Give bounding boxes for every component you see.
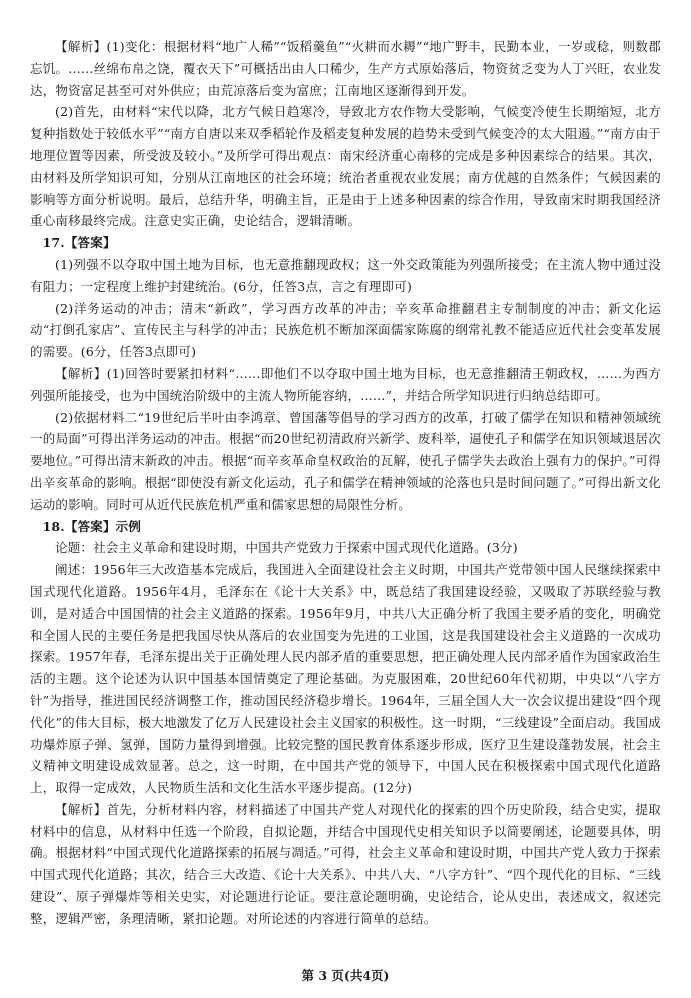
paragraph: (2)首先，由材料“宋代以降，北方气候日趋寒冷，导致北方农作物大受影响，气候变冷使生长期缩短，北方复种指数处于较低水平”“南方自唐以来双季稻轮作及稻麦复种发展的趋势未受到气候变冷的太大阻遏。”“南方由于地理位置等因素，所受波及较小。”及所学可得出观点：南宋经济重心南移的完成是多种因素综合的结果。其次，由材料及所学知识可知，分别从江南地区的社会环境；统治者重视农业发展；南方优越的自然条件；气候因素的影响等方面分析说明。最后，总结升华，明确主旨，正是由于上述多种因素的综合作用，导致南宋时期我国经济重心南移最终完成。注意史实正确，史论结合，逻辑清晰。 xyxy=(30,104,661,229)
paragraph: 【解析】(1)变化：根据材料“地广人稀”“饭稻羹鱼”“火耕而水耨”“地广野丰，民勤本业，一岁或稔，则数郡忘饥。……丝绵布帛之饶，覆衣天下”可概括出由人口稀少，生产方式原始落后，物资贫乏变为人丁兴旺，农业发达，物资富足甚至可对外供应；由荒凉落后变为富庶；江南地区逐渐得到开发。 xyxy=(30,39,661,98)
paragraph: 阐述：1956年三大改造基本完成后，我国进入全面建设社会主义时期，中国共产党带领中国人民继续探索中国式现代化道路。1956年4月，毛泽东在《论十大关系》中，既总结了我国建设经验，又吸取了苏联经验与教训，是对适合中国国情的社会主义道路的探索。1956年9月，中共八大正确分析了我国主要矛盾的变化，明确党和全国人民的主要任务是把我国尽快从落后的农业国变为先进的工业国，这是我国建设社会主义道路的一次成功探索。1957年春，毛泽东提出关于正确处理人民内部矛盾的重要思想，把正确处理人民内部矛盾作为国家政治生活的主题。这个论述为认识中国基本国情奠定了理论基础。为克服困难，20世纪60年代初期，中央以“八字方针”为指导，推进国民经济调整工作，推动国民经济稳步增长。1964年，三届全国人大一次会议提出建设“四个现代化”的伟大目标，极大地激发了亿万人民建设社会主义国家的积极性。这一时期，“三线建设”全面启动。我国成功爆炸原子弹、氢弹，国防力量得到增强。比较完整的国民教育体系逐步形成，医疗卫生建设蓬勃发展，社会主义精神文明建设成效显著。总之，这一时期，在中国共产党的领导下，中国人民在积极探索中国式现代化道路上，取得一定成效，人民物质生活和文化生活水平逐步提高。(12分) xyxy=(30,562,661,796)
section-heading: 18.【答案】示例 xyxy=(42,518,142,534)
paragraph: 【解析】首先，分析材料内容，材料描述了中国共产党人对现代化的探索的四个历史阶段，结合史实，提取材料中的信息，从材料中任选一个阶段，自拟论题，并结合中国现代史相关知识予以简要阐述，论题要具体，明确。根据材料“中国式现代化道路探索的拓展与凋适。”可得，社会主义革命和建设时期，中国共产党人致力于探索中国式现代化道路；其次，结合三大改造、《论十大关系》、中共八大、“八字方针”、“四个现代化的目标、“三线建设”、原子弹爆炸等相关史实，对论题进行论证。要注意论题明确，史论结合，论从史出，表述成文，叙述完整，逻辑严密，条理清晰，紧扣论题。对所论述的内容进行简单的总结。 xyxy=(30,801,661,926)
paragraph: (2)依据材料二“19世纪后半叶由李鸿章、曾国藩等倡导的学习西方的改革，打破了儒学在知识和精神领域统一的局面”可得出洋务运动的冲击。根据“而20世纪初清政府兴新学、废科举，逼使孔子和儒学在知识领域退居次要地位。”可得出清末新政的冲击。根据“而辛亥革命皇权政治的瓦解，使孔子儒学失去政治上强有力的保护。”可得出辛亥革命的影响。根据“即使没有新文化运动，孔子和儒学在精神领域的沦落也只是时间问题了。”可得出新文化运动的影响。同时可从近代民族危机严重和儒家思想的局限性分析。 xyxy=(30,409,661,512)
section-heading: 17.【答案】 xyxy=(42,235,116,251)
paragraph: (1)列强不以夺取中国土地为目标，也无意推翻现政权；这一外交政策能为列强所接受；在主流人物中通过没有阻力；一定程度上维护封建统治。(6分，任答3点，言之有理即可) xyxy=(30,256,661,294)
paragraph: 论题：社会主义革命和建设时期，中国共产党致力于探索中国式现代化道路。(3分) xyxy=(55,540,518,556)
paragraph: (2)洋务运动的冲击；清末“新政”，学习西方改革的冲击；辛亥革命推翻君主专制制度的冲击；新文化运动“打倒孔家店”、宣传民主与科学的冲击；民族危机不断加深面儒家陈腐的纲常礼教不能适应近代社会变革发展的需要。(6分，任答3点即可) xyxy=(30,300,661,360)
page-content xyxy=(30,36,661,930)
page-footer: 第 3 页(共4页) xyxy=(301,968,390,983)
paragraph: 【解析】(1)回答时要紧扣材料“……即他们不以夺取中国土地为目标，也无意推翻清王朝政权，……为西方列强所能接受，也为中国统治阶级中的主流人物所能容纳，……”，并结合所学知识进行归纳总结即可。 xyxy=(30,365,661,403)
